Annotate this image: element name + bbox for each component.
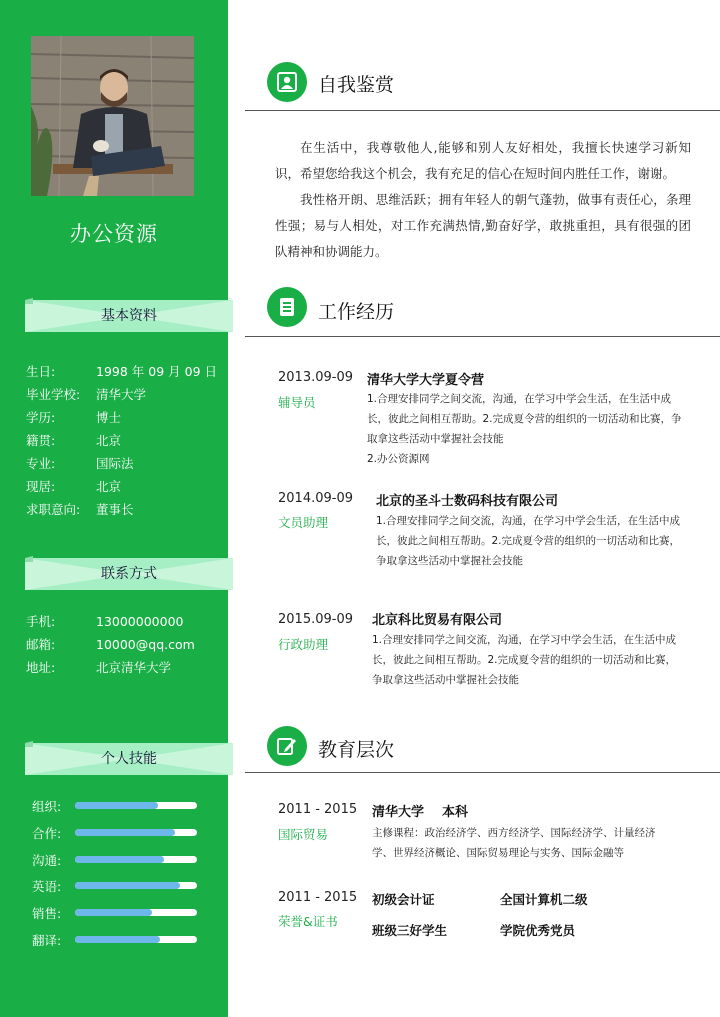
edu-major: 国际贸易 bbox=[278, 827, 329, 842]
skill-communicate bbox=[32, 851, 212, 869]
skill-fill bbox=[75, 936, 160, 943]
honor-item: 学院优秀党员 bbox=[500, 923, 576, 938]
education-title: 教育层次 bbox=[318, 739, 395, 761]
skill-fill bbox=[75, 802, 158, 809]
contact-value: 13000000000 bbox=[96, 614, 184, 629]
info-value: 1998 年 09 月 09 日 bbox=[96, 364, 217, 379]
section-divider bbox=[245, 336, 720, 337]
job-date: 2013.09-09 bbox=[278, 370, 353, 385]
skill-fill bbox=[75, 909, 152, 916]
skill-track bbox=[75, 856, 197, 863]
skill-track bbox=[75, 909, 197, 916]
info-label: 学历: bbox=[26, 410, 56, 425]
honor-item: 初级会计证 bbox=[372, 892, 435, 907]
job-desc-line: 1.合理安排同学之间交流，沟通，在学习中学会生活，在生活中成长，彼此之间相互帮助。2.完成夏令营的组织的一切活动和比赛，争取拿这些活动中掌握社会技能 bbox=[372, 634, 677, 686]
profile-photo bbox=[31, 36, 194, 196]
document-icon bbox=[267, 287, 307, 327]
job-description bbox=[367, 389, 685, 469]
skills-ribbon bbox=[25, 741, 233, 777]
skill-label: 沟通: bbox=[32, 853, 62, 868]
skill-track bbox=[75, 936, 197, 943]
contact-label: 邮箱: bbox=[26, 637, 56, 652]
skill-label: 翻译: bbox=[32, 933, 62, 948]
candidate-name: 办公资源 bbox=[70, 222, 158, 246]
sidebar bbox=[0, 0, 228, 1017]
skill-label: 销售: bbox=[32, 906, 62, 921]
info-value: 董事长 bbox=[96, 502, 134, 517]
basic-info-title: 基本资料 bbox=[101, 308, 157, 324]
work-title: 工作经历 bbox=[318, 301, 395, 323]
edu-courses: 主修课程：政治经济学、西方经济学、国际经济学、计量经济学、世界经济概论、国际贸易理论与实务、国际金融等 bbox=[372, 827, 656, 859]
contact-value: 北京清华大学 bbox=[96, 660, 172, 675]
info-value: 北京 bbox=[96, 433, 122, 448]
job-description bbox=[376, 511, 686, 571]
job-description bbox=[372, 630, 684, 690]
self-eval-paragraph: 在生活中，我尊敬他人,能够和别人友好相处，我擅长快速学习新知识，希望您给我这个机会，我有充足的信心在短时间内胜任工作，谢谢。 bbox=[275, 140, 691, 181]
info-label: 毕业学校: bbox=[26, 387, 81, 402]
job-desc-line: 1.合理安排同学之间交流，沟通，在学习中学会生活，在生活中成长，彼此之间相互帮助。2.完成夏令营的组织的一切活动和比赛，争取拿这些活动中掌握社会技能 bbox=[376, 515, 681, 567]
self-eval-text bbox=[275, 135, 691, 265]
section-divider bbox=[245, 110, 720, 111]
info-row-school bbox=[26, 385, 146, 403]
skill-track bbox=[75, 802, 197, 809]
skills-title: 个人技能 bbox=[101, 751, 157, 767]
skill-track bbox=[75, 829, 197, 836]
skill-english bbox=[32, 877, 212, 895]
contact-value: 10000@qq.com bbox=[96, 637, 195, 652]
contact-title: 联系方式 bbox=[101, 566, 157, 582]
info-row-hometown bbox=[26, 431, 121, 449]
info-row-degree bbox=[26, 408, 121, 426]
contact-ribbon bbox=[25, 556, 233, 592]
job-desc-line: 1.合理安排同学之间交流，沟通，在学习中学会生活，在生活中成长，彼此之间相互帮助。2.完成夏令营的组织的一切活动和比赛，争取拿这些活动中掌握社会技能 bbox=[367, 393, 682, 445]
skill-label: 英语: bbox=[32, 879, 62, 894]
basic-info-ribbon bbox=[25, 298, 233, 334]
info-row-birthday bbox=[26, 362, 217, 380]
info-label: 生日: bbox=[26, 364, 56, 379]
info-row-residence bbox=[26, 477, 121, 495]
info-value: 国际法 bbox=[96, 456, 134, 471]
job-desc-line: 2.办公资源网 bbox=[367, 453, 430, 465]
skill-fill bbox=[75, 882, 180, 889]
edu-school-name: 清华大学 bbox=[372, 805, 425, 820]
job-date: 2015.09-09 bbox=[278, 612, 353, 627]
contact-label: 手机: bbox=[26, 614, 56, 629]
honor-item: 班级三好学生 bbox=[372, 923, 448, 938]
edu-degree: 本科 bbox=[442, 805, 469, 820]
skill-translate bbox=[32, 931, 212, 949]
skill-organize bbox=[32, 797, 212, 815]
self-eval-title: 自我鉴赏 bbox=[318, 74, 395, 96]
info-label: 专业: bbox=[26, 456, 56, 471]
skill-fill bbox=[75, 856, 164, 863]
self-eval-paragraph: 我性格开朗、思维活跃；拥有年轻人的朝气蓬勃，做事有责任心，条理性强；易与人相处，对工作充满热情,勤奋好学，敢挑重担，具有很强的团队精神和协调能力。 bbox=[275, 192, 691, 259]
pencil-icon bbox=[267, 726, 307, 766]
job-company: 北京科比贸易有限公司 bbox=[372, 613, 503, 628]
section-divider bbox=[245, 772, 720, 773]
job-role: 辅导员 bbox=[278, 395, 316, 410]
job-company: 清华大学大学夏令营 bbox=[367, 373, 485, 388]
skill-fill bbox=[75, 829, 175, 836]
info-value: 博士 bbox=[96, 410, 122, 425]
job-role: 行政助理 bbox=[278, 637, 329, 652]
info-value: 清华大学 bbox=[96, 387, 147, 402]
edu-date: 2011 - 2015 bbox=[278, 802, 358, 817]
skill-label: 组织: bbox=[32, 799, 62, 814]
skill-label: 合作: bbox=[32, 826, 62, 841]
honors-date: 2011 - 2015 bbox=[278, 890, 358, 905]
skill-track bbox=[75, 882, 197, 889]
info-label: 籍贯: bbox=[26, 433, 56, 448]
edu-school bbox=[372, 801, 468, 820]
contact-row-phone bbox=[26, 612, 183, 630]
info-label: 求职意向: bbox=[26, 502, 81, 517]
skill-cooperate bbox=[32, 824, 212, 842]
info-row-major bbox=[26, 454, 134, 472]
info-value: 北京 bbox=[96, 479, 122, 494]
skill-sales bbox=[32, 904, 212, 922]
job-company: 北京的圣斗士数码科技有限公司 bbox=[376, 494, 559, 509]
job-date: 2014.09-09 bbox=[278, 491, 353, 506]
contact-row-email bbox=[26, 635, 195, 653]
contact-label: 地址: bbox=[26, 660, 56, 675]
info-label: 现居: bbox=[26, 479, 56, 494]
contact-row-address bbox=[26, 658, 171, 676]
honors-label: 荣誉&证书 bbox=[278, 914, 338, 929]
job-role: 文员助理 bbox=[278, 515, 329, 530]
portrait-icon bbox=[267, 62, 307, 102]
honor-item: 全国计算机二级 bbox=[500, 892, 588, 907]
info-row-objective bbox=[26, 500, 134, 518]
